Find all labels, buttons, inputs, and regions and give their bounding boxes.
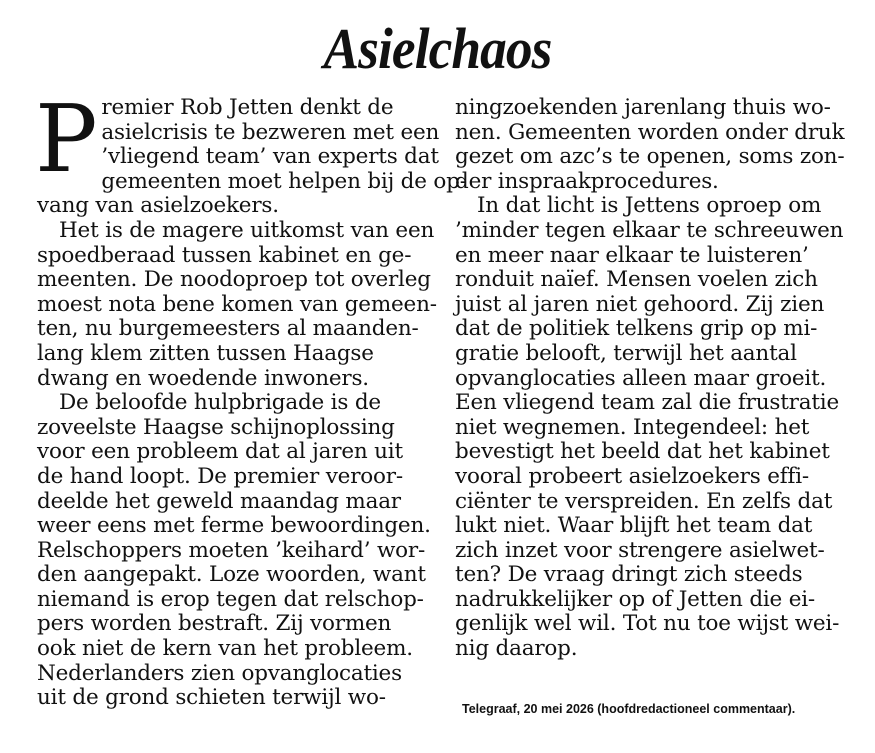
text-line: gemeenten moet helpen bij de op- [101,168,467,194]
text-line: opvanglocaties alleen maar groeit. [455,365,827,391]
text-line: zoveelste Haagse schijnoplossing [37,414,395,440]
text-line: Nederlanders zien opvanglocaties [37,660,402,686]
text-line: spoedberaad tussen kabinet en ge- [37,242,412,268]
text-line: den aangepakt. Loze woorden, want [37,562,426,588]
text-line: ten, nu burgemeesters al maanden- [37,316,419,342]
text-line: juist al jaren niet gehoord. Zij zien [455,291,825,317]
text-line: Een vliegend team zal die frustratie [455,390,839,416]
text-line: ’vliegend team’ van experts dat [101,144,439,170]
text-line: ningzoekenden jarenlang thuis wo- [455,95,831,120]
paragraph-4 [455,194,855,661]
right-column [455,96,855,662]
text-line: de hand loopt. De premier veroor- [37,463,403,489]
text-line: ook niet de kern van het probleem. [37,636,413,662]
text-line: gezet om azc’s te openen, soms zon- [455,144,845,170]
text-line: moest nota bene komen van gemeen- [37,291,437,317]
text-line: ’minder tegen elkaar te schreeuwen [455,217,844,243]
text-line: meenten. De noodoproep tot overleg [37,267,431,293]
text-line: gratie belooft, terwijl het aantal [455,340,797,366]
text-line: weer eens met ferme bewoordingen. [37,513,431,539]
text-line: Het is de magere uitkomst van een [59,217,435,243]
headline: Asielchaos [323,16,552,81]
paragraph-3-continued [455,96,855,194]
text-line: asielcrisis te bezweren met een [101,119,440,145]
text-line: bevestigt het beeld dat het kabinet [455,439,830,465]
text-line: lukt niet. Waar blijft het team dat [455,513,813,539]
text-line: nig daarop. [455,636,578,662]
text-line: voor een probleem dat al jaren uit [37,439,403,465]
text-line: pers worden bestraft. Zij vormen [37,611,392,637]
text-line: remier Rob Jetten denkt de [101,95,394,120]
text-line: vooral probeert asielzoekers effi- [455,463,809,489]
text-line: lang klem zitten tussen Haagse [37,340,374,366]
source-credit: Telegraaf, 20 mei 2026 (hoofdredactioneel commentaar). [462,702,796,716]
paragraph-1 [35,85,467,219]
paragraph-3 [37,391,441,711]
text-line: uit de grond schieten terwijl wo- [37,685,386,711]
left-column [35,85,467,711]
drop-cap: P [35,85,98,193]
text-line: nen. Gemeenten worden onder druk [455,119,845,145]
text-line: Relschoppers moeten ’keihard’ wor- [37,537,426,563]
text-line: vang van asielzoekers. [37,193,279,219]
text-line: nadrukkelijker op of Jetten die ei- [455,586,815,612]
text-line: dat de politiek telkens grip op mi- [455,316,818,342]
text-line: niemand is erop tegen dat relschop- [37,586,424,612]
text-line: ronduit naïef. Mensen voelen zich [455,267,818,293]
text-line: De beloofde hulpbrigade is de [59,390,381,416]
text-line: en meer naar elkaar te luisteren’ [455,242,809,268]
text-line: ten? De vraag dringt zich steeds [455,562,803,588]
text-line: ciënter te verspreiden. En zelfs dat [455,488,833,514]
text-line: genlijk wel wil. Tot nu toe wijst wei- [455,611,840,637]
paragraph-2 [37,219,441,391]
text-line: In dat licht is Jettens oproep om [477,193,822,219]
text-line: dwang en woedende inwoners. [37,365,369,391]
text-line: zich inzet voor strengere asielwet- [455,537,825,563]
text-line: niet wegnemen. Integendeel: het [455,414,810,440]
text-line: der inspraakprocedures. [455,168,719,194]
text-line: deelde het geweld maandag maar [37,488,401,514]
